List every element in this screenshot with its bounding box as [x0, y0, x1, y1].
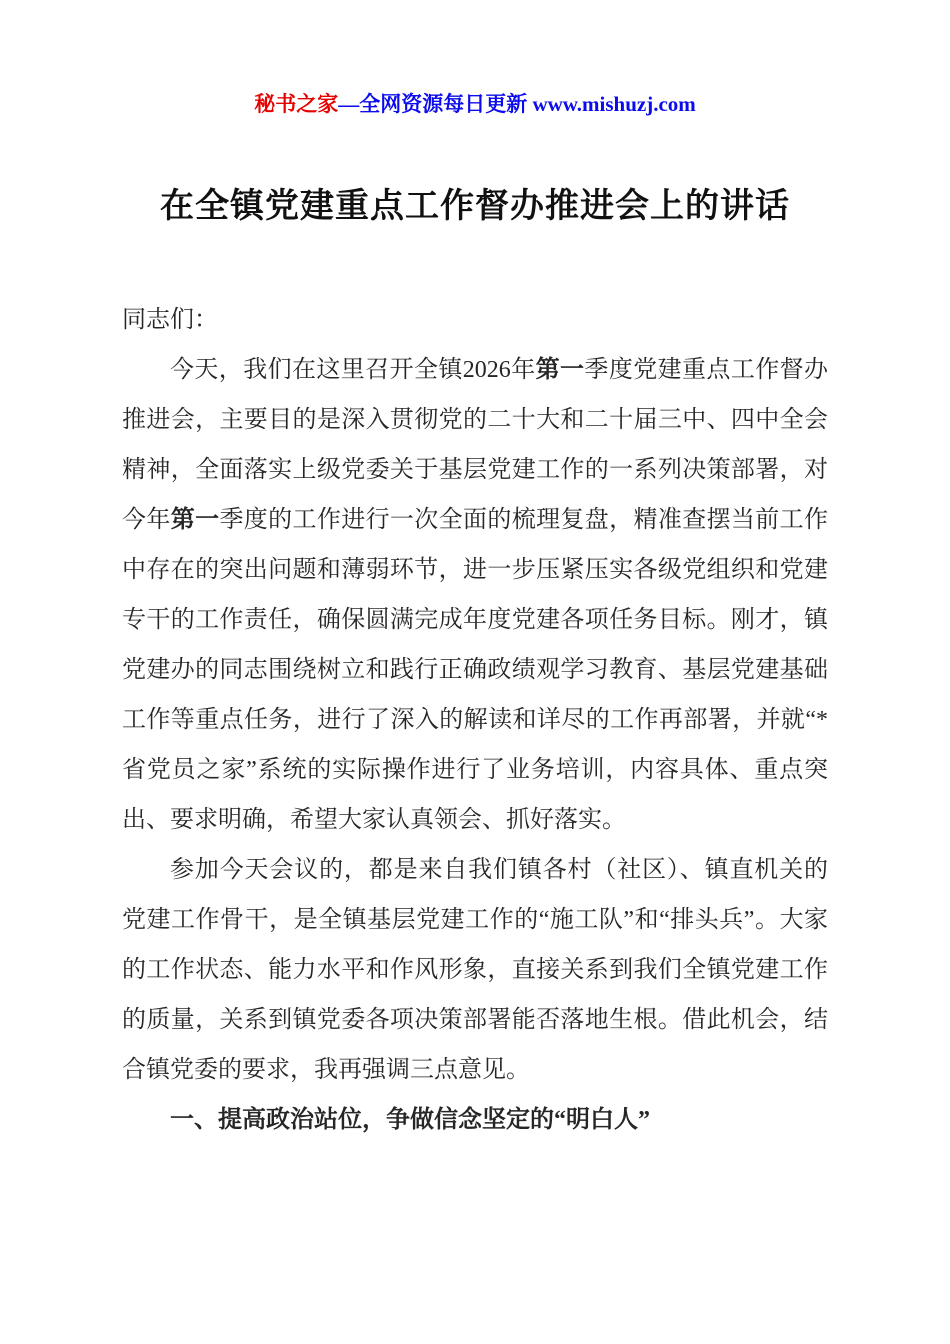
paragraph-1-run-4: 季度的工作进行一次全面的梳理复盘，精准查摆当前工作中存在的突出问题和薄弱环节，进一步压紧压实各级党组织和党建专干的工作责任，确保圆满完成年度党建各项任务目标。刚才，镇党建办的同志围绕树立和践行正确政绩观学习教育、基层党建基础工作等重点任务，进行了深入的解读和详尽的工作再部署，并就“*省党员之家”系统的实际操作进行了业务培训，内容具体、重点突出、要求明确，希望大家认真领会、抓好落实。 [122, 507, 829, 833]
site-url: www.mishuzj.com [532, 92, 696, 116]
salutation: 同志们： [122, 307, 218, 333]
site-tagline: —全网资源每日更新 [338, 92, 533, 116]
paragraph-1-run-2: 季度党建重点工作督办推进会，主要目的是深入贯彻党的二十大和二十届三中、四中全会精神，全面落实上级党委关于基层党建工作的一系列决策部署，对今年 [122, 357, 829, 533]
site-header [122, 88, 828, 118]
section-heading-1: 一、提高政治站位，争做信念坚定的“明白人” [170, 1107, 650, 1133]
paragraph-2: 参加今天会议的，都是来自我们镇各村（社区）、镇直机关的党建工作骨干，是全镇基层党建工作的“施工队”和“排头兵”。大家的工作状态、能力水平和作风形象，直接关系到我们全镇党建工作的质量，关系到镇党委各项决策部署能否落地生根。借此机会，结合镇党委的要求，我再强调三点意见。 [122, 857, 828, 1083]
site-name: 秘书之家 [254, 92, 339, 116]
paragraph-1 [122, 345, 828, 845]
document-body [122, 295, 828, 1145]
page-title: 在全镇党建重点工作督办推进会上的讲话 [160, 187, 790, 225]
paragraph-1-bold-1: 第一 [535, 357, 585, 383]
paragraph-1-run-0: 今天，我们在这里召开全镇2026年 [170, 357, 536, 383]
paragraph-1-bold-3: 第一 [170, 507, 220, 533]
